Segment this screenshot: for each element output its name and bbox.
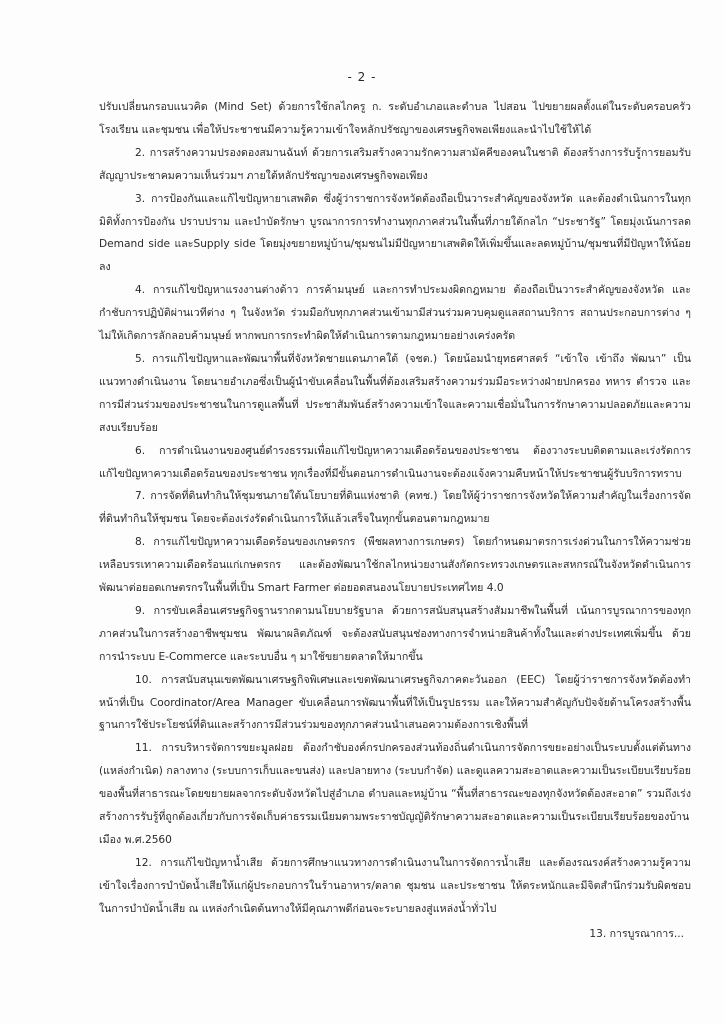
- paragraph-item-10: 10. การสนับสนุนเขตพัฒนาเศรษฐกิจพิเศษและเขตพัฒนาเศรษฐกิจภาคตะวันออก (EEC) โดยผู้ว่าราชการจังหวัดต้องทำหน้าที่เป็น Coordinator/Area Manager ขับเคลื่อนการพัฒนาพื้นที่ให้เป็นรูปธรรม และให้ความสำคัญกับปัจจัยด้านโครงสร้างพื้นฐานการใช้ประโยชน์ที่ดินและสร้างการมีส่วนร่วมของทุกภาคส่วนนำเสนอความต้องการเชิงพื้นที่: [99, 673, 691, 732]
- paragraph-item-12: 12. การแก้ไขปัญหาน้ำเสีย ด้วยการศึกษาแนวทางการดำเนินงานในการจัดการน้ำเสีย และต้องรณรงค์สร้างความรู้ความเข้าใจเรื่องการบำบัดน้ำเสียให้แก่ผู้ประกอบการในร้านอาหาร/ตลาด ชุมชน และประชาชน ให้ตระหนักและมีจิตสำนึกร่วมรับผิดชอบในการบำบัดน้ำเสีย ณ แหล่งกำเนิดต้นทางให้มีคุณภาพดีก่อนจะระบายลงสู่แหล่งน้ำทั่วไป: [99, 856, 691, 915]
- paragraph-item-4: 4. การแก้ไขปัญหาแรงงานต่างด้าว การค้ามนุษย์ และการทำประมงผิดกฎหมาย ต้องถือเป็นวาระสำคัญของจังหวัด และกำชับการปฏิบัติผ่านเวทีต่าง ๆ ในจังหวัด ร่วมมือกับทุกภาคส่วนเข้ามามีส่วนร่วมควบคุมดูแลสถานบริการ สถานประกอบการต่าง ๆ ไม่ให้เกิดการลักลอบค้ามนุษย์ หากพบการกระทำผิดให้ดำเนินการตามกฎหมายอย่างเคร่งครัด: [99, 284, 691, 343]
- paragraph-item-5: 5. การแก้ไขปัญหาและพัฒนาพื้นที่จังหวัดชายแดนภาคใต้ (จชต.) โดยน้อมนำยุทธศาสตร์ “เข้าใจ เข้าถึง พัฒนา” เป็นแนวทางดำเนินงาน โดยนายอำเภอซึ่งเป็นผู้นำขับเคลื่อนในพื้นที่ต้องเสริมสร้างความร่วมมือระหว่างฝ่ายปกครอง ทหาร ตำรวจ และการมีส่วนร่วมของประชาชนในการดูแลพื้นที่ ประชาสัมพันธ์สร้างความเข้าใจและความเชื่อมั่นในการรักษาความปลอดภัยและความสงบเรียบร้อย: [99, 352, 691, 434]
- paragraph-item-8: 8. การแก้ไขปัญหาความเดือดร้อนของเกษตรกร (พืชผลทางการเกษตร) โดยกำหนดมาตรการเร่งด่วนในการให้ความช่วยเหลือบรรเทาความเดือดร้อนแก่เกษตรกร และต้องพัฒนาใช้กลไกหน่วยงานสังกัดกระทรวงเกษตรและสหกรณ์ในจังหวัดดำเนินการพัฒนาต่อยอดเกษตรกรในพื้นที่เป็น Smart Farmer ต่อยอดสนองนโยบายประเทศไทย 4.0: [99, 536, 691, 595]
- document-body: [99, 96, 691, 921]
- page-number: - 2 -: [347, 70, 377, 84]
- continuation-text: 13. การบูรณาการ...: [589, 928, 684, 940]
- paragraph-item-9: 9. การขับเคลื่อนเศรษฐกิจฐานรากตามนโยบายรัฐบาล ด้วยการสนับสนุนสร้างสัมมาชีพในพื้นที่ เน้นการบูรณาการของทุกภาคส่วนในการสร้างอาชีพชุมชน พัฒนาผลิตภัณฑ์ จะต้องสนับสนุนช่องทางการจำหน่ายสินค้าทั้งในและต่างประเทศเพิ่มขึ้น ด้วยการนำระบบ E-Commerce และระบบอื่น ๆ มาใช้ขยายตลาดให้มากขึ้น: [99, 604, 691, 663]
- paragraph-item-3: 3. การป้องกันและแก้ไขปัญหายาเสพติด ซึ่งผู้ว่าราชการจังหวัดต้องถือเป็นวาระสำคัญของจังหวัด และต้องดำเนินการในทุกมิติทั้งการป้องกัน ปราบปราม และบำบัดรักษา บูรณาการการทำงานทุกภาคส่วนในพื้นที่ภายใต้กลไก “ประชารัฐ” โดยมุ่งเน้นการลด Demand side และSupply side โดยมุ่งขยายหมู่บ้าน/ชุมชนไม่มีปัญหายาเสพติดให้เพิ่มขึ้นและลดหมู่บ้าน/ชุมชนที่มีปัญหาให้น้อยลง: [99, 192, 691, 274]
- paragraph-item-7: 7. การจัดที่ดินทำกินให้ชุมชนภายใต้นโยบายที่ดินแห่งชาติ (คทช.) โดยให้ผู้ว่าราชการจังหวัดให้ความสำคัญในเรื่องการจัดที่ดินทำกินให้ชุมชน โดยจะต้องเร่งรัดดำเนินการให้แล้วเสร็จในทุกขั้นตอนตามกฎหมาย: [99, 490, 691, 526]
- paragraph-item-2: 2. การสร้างความปรองดองสมานฉันท์ ด้วยการเสริมสร้างความรักความสามัคคีของคนในชาติ ต้องสร้างการรับรู้การยอมรับ สัญญาประชาคมความเห็นร่วมฯ ภายใต้หลักปรัชญาของเศรษฐกิจพอเพียง: [99, 146, 691, 182]
- paragraph-item-6: 6. การดำเนินงานของศูนย์ดำรงธรรมเพื่อแก้ไขปัญหาความเดือดร้อนของประชาชน ต้องวางระบบติดตามและเร่งรัดการแก้ไขปัญหาความเดือดร้อนของประชาชน ทุกเรื่องที่มีขั้นตอนการดำเนินงานจะต้องแจ้งความคืบหน้าให้ประชาชนผู้รับบริการทราบ: [99, 444, 691, 480]
- paragraph-item-11: 11. การบริหารจัดการขยะมูลฝอย ต้องกำชับองค์กรปกครองส่วนท้องถิ่นดำเนินการจัดการขยะอย่างเป็นระบบตั้งแต่ต้นทาง (แหล่งกำเนิด) กลางทาง (ระบบการเก็บและขนส่ง) และปลายทาง (ระบบกำจัด) และดูแลความสะอาดและความเป็นระเบียบเรียบร้อยของพื้นที่สาธารณะโดยขยายผลจากระดับจังหวัดไปสู่อำเภอ ตำบลและหมู่บ้าน “พื้นที่สาธารณะของทุกจังหวัดต้องสะอาด” รวมถึงเร่งสร้างการรับรู้ที่ถูกต้องเกี่ยวกับการจัดเก็บค่าธรรมเนียมตามพระราชบัญญัติรักษาความสะอาดและความเป็นระเบียบเรียบร้อยของบ้านเมือง พ.ศ.2560: [99, 742, 691, 846]
- paragraph-intro-continuation: ปรับเปลี่ยนกรอบแนวคิด (Mind Set) ด้วยการใช้กลไกครู ก. ระดับอำเภอและตำบล ไปสอน ไปขยายผลตั้งแต่ในระดับครอบครัว โรงเรียน และชุมชน เพื่อให้ประชาชนมีความรู้ความเข้าใจหลักปรัชญาของเศรษฐกิจพอเพียงและนำไปใช้ให้ได้: [99, 101, 691, 136]
